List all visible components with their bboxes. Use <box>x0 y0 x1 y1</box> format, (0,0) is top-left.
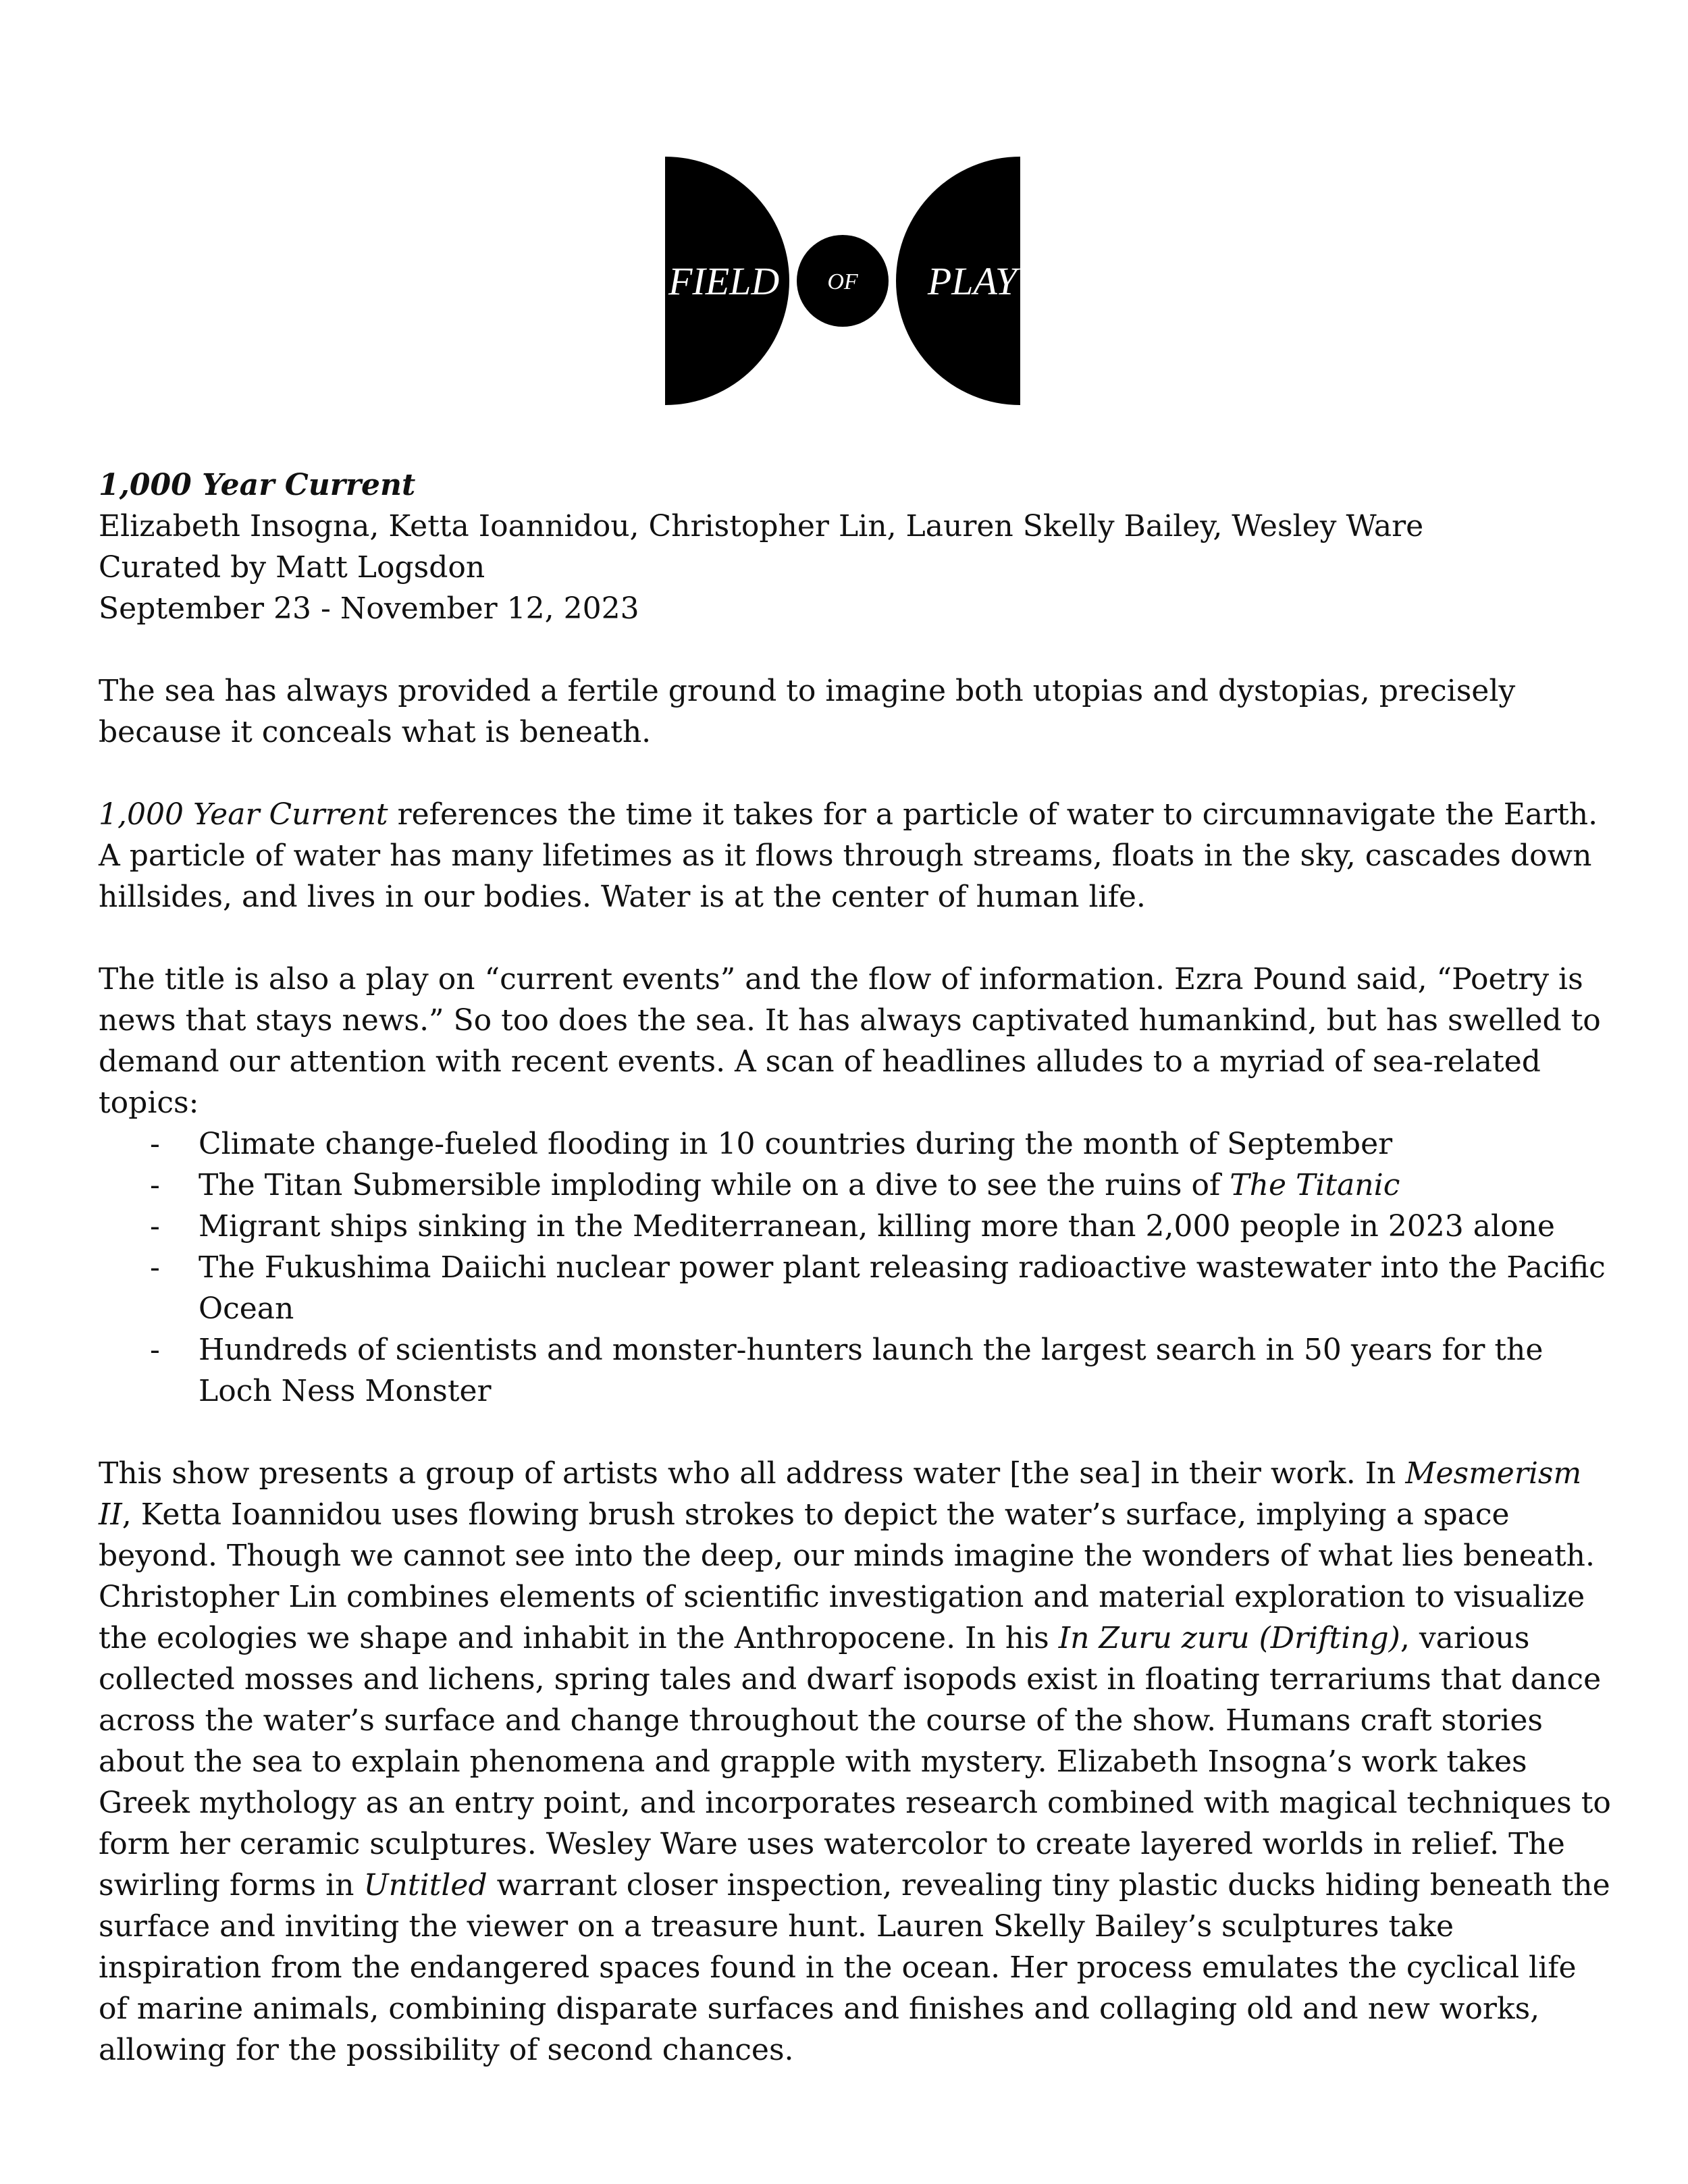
exhibition-title: 1,000 Year Current <box>99 468 416 502</box>
topic-text: Hundreds of scientists and monster-hunters launch the largest search in 50 years for the Loch Ness Monster <box>199 1333 1544 1408</box>
topic-text: Migrant ships sinking in the Mediterranean, killing more than 2,000 people in 2023 alone <box>199 1209 1555 1244</box>
press-release-body <box>99 464 1611 2071</box>
logo-word-of: OF <box>827 269 858 294</box>
logo-graphic <box>665 157 1020 405</box>
title-meaning-paragraph <box>99 794 1611 917</box>
field-of-play-logo <box>665 157 1020 405</box>
topic-text: The Titan Submersible imploding while on a dive to see the ruins of <box>199 1168 1230 1202</box>
artist-list: Elizabeth Insogna, Ketta Ioannidou, Christopher Lin, Lauren Skelly Bailey, Wesley Ware <box>99 509 1424 543</box>
list-dash: - <box>150 1168 160 1202</box>
work-title-untitled: Untitled <box>363 1868 487 1902</box>
curator-line: Curated by Matt Logsdon <box>99 550 485 585</box>
list-item <box>99 1206 1611 1247</box>
intro-paragraph: The sea has always provided a fertile ground to imagine both utopias and dystopias, precisely because it conceals what is beneath. <box>99 674 1516 749</box>
titanic-italic: The Titanic <box>1230 1168 1400 1202</box>
topic-text: Climate change-fueled flooding in 10 countries during the month of September <box>199 1127 1393 1161</box>
title-reference-italic: 1,000 Year Current <box>99 797 388 832</box>
body-text-4: warrant closer inspection, revealing tiny plastic ducks hiding beneath the surface and inviting the viewer on a treasure hunt. Lauren Skelly Bailey’s sculptures take inspiration from the endangered spaces found in the ocean. Her process emulates the cyclical life of marine animals, combining disparate surfaces and finishes and collaging old and new works, allowing for the possibility of second chances. <box>99 1868 1610 2067</box>
headline-topics-list <box>99 1123 1611 1412</box>
logo-word-field: FIELD <box>668 259 780 303</box>
list-dash: - <box>150 1209 160 1244</box>
list-item <box>99 1329 1611 1412</box>
current-events-paragraph: The title is also a play on “current events” and the flow of information. Ezra Pound said, “Poetry is news that stays news.” So too does the sea. It has always captivated humankind, but has swelled to demand our attention with recent events. A scan of headlines alludes to a myriad of sea-related topics: <box>99 962 1601 1120</box>
body-text-3: , various collected mosses and lichens, spring tales and dwarf isopods exist in floating terrariums that dance across the water’s surface and change throughout the course of the show. Humans craft stories about the sea to explain phenomena and grapple with mystery. Elizabeth Insogna’s work takes Greek mythology as an entry point, and incorporates research combined with magical techniques to form her ceramic sculptures. Wesley Ware uses watercolor to create layered worlds in relief. The swirling forms in <box>99 1621 1611 1902</box>
list-dash: - <box>150 1333 160 1367</box>
body-text-2: , Ketta Ioannidou uses flowing brush strokes to depict the water’s surface, implying a space beyond. Though we cannot see into the deep, our minds imagine the wonders of what lies beneath. Christopher Lin combines elements of scientific investigation and material exploration to visualize the ecologies we shape and inhabit in the Anthropocene. In his <box>99 1497 1595 1655</box>
title-meaning-text: references the time it takes for a particle of water to circumnavigate the Earth. A particle of water has many lifetimes as it flows through streams, floats in the sky, cascades down hillsides, and lives in our bodies. Water is at the center of human life. <box>99 797 1598 914</box>
list-dash: - <box>150 1127 160 1161</box>
list-item <box>99 1247 1611 1329</box>
list-item <box>99 1123 1611 1165</box>
work-title-mesmerism: Mesmerism II <box>99 1456 1582 1532</box>
work-title-zuru-zuru: In Zuru zuru (Drifting) <box>1058 1621 1400 1655</box>
exhibition-dates: September 23 - November 12, 2023 <box>99 591 639 626</box>
list-dash: - <box>150 1250 160 1285</box>
logo-word-play: PLAY <box>927 259 1017 303</box>
list-item <box>99 1165 1611 1206</box>
body-text-1: This show presents a group of artists who all address water [the sea] in their work. In <box>99 1456 1406 1491</box>
artists-description-paragraph <box>99 1453 1611 2071</box>
topic-text: The Fukushima Daiichi nuclear power plant releasing radioactive wastewater into the Pacific Ocean <box>199 1250 1606 1326</box>
